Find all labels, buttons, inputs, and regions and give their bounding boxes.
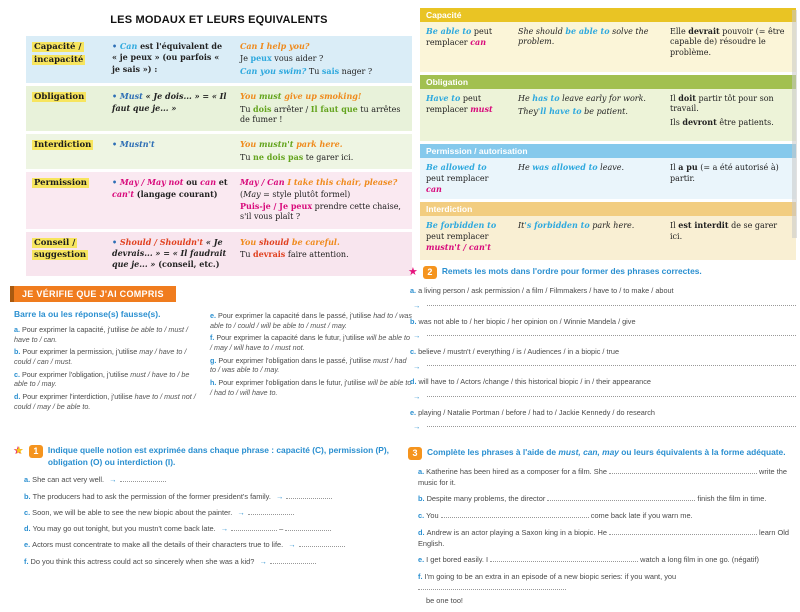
difficulty-star-icon: ★ [14,444,24,457]
section-row [420,158,796,199]
item-letter: e. [410,407,417,417]
category-cell [26,36,110,83]
answer-blank [248,508,294,515]
example-en-cell [512,216,664,260]
item-text: The producers had to ask the permission of the former president's family. [32,491,273,501]
sentence-after: learn Old English. [418,527,790,548]
dash-separator: – [279,524,284,534]
answer-blank [299,540,345,547]
exercise-item [418,528,796,549]
exercise-item [418,467,796,488]
check-item [14,347,202,366]
section-band: Permission / autorisation [420,144,796,158]
check-item [14,392,202,411]
item-options: may / have to / could / can / must. [14,347,187,367]
exercise-item [418,572,796,606]
example-fr-cell [664,22,793,72]
answer-line [410,362,796,373]
answer-blank [418,583,566,590]
item-letter: d. [410,377,417,387]
item-text: Soon, we will be able to see the new biopic about the painter. [32,507,235,517]
example-line: May / Can I take this chair, please? [240,177,398,188]
arrow-icon: → [413,300,421,310]
example-line: Il a pu (= a été autorisé à) partir. [670,162,779,183]
item-text: Pour exprimer l'obligation dans le futur, j'utilise [218,378,368,388]
item-letter: h. [210,378,217,388]
replacement-cell: Be forbidden to peut remplacer mustn't / can't [426,220,497,253]
arrow-icon: → [237,507,245,517]
item-text: Pour exprimer l'obligation dans le passé, j'utilise [218,355,373,365]
exercise-number-badge: 3 [408,447,422,460]
item-letter: d. [418,527,425,537]
arrow-icon: → [288,540,296,550]
scan-shadow-edge [792,10,797,238]
item-letter: b. [418,494,425,504]
item-text: You may go out tonight, but you mustn't come back late. [32,524,218,534]
check-item [14,370,202,389]
category-label: Interdiction [34,140,92,151]
item-text: Pour exprimer l'obligation, j'utilise [22,369,131,379]
item-letter: e. [210,310,216,320]
item-text: was not able to / her biopic / her opinion on / Winnie Mandela / give [418,316,636,326]
sentence-before: Despite many problems, the director [426,494,548,504]
item-letter: b. [410,316,417,326]
replacement-cell: Be allowed to peut remplacer can [426,162,489,194]
exercise-item [24,508,412,519]
left-column [14,8,412,573]
equivalents-table [420,8,796,260]
item-letter: f. [210,333,215,343]
item-options: will be able to / may / will have to / must not. [210,333,410,353]
exercise-header [14,445,412,469]
section-band: Obligation [420,75,796,89]
arrow-icon: → [413,331,421,341]
difficulty-star-icon: ★ [408,266,418,279]
item-letter: c. [24,507,31,517]
sentence-before: Katherine has been hired as a composer for a film. She [426,466,609,476]
modal-row-interdiction [26,134,412,169]
item-text: Pour exprimer l'interdiction, j'utilise [22,392,135,402]
word-list [410,377,796,388]
item-options: will be able to / had to / will have to. [210,378,412,397]
example-line: You should be careful. [240,236,340,247]
section-obligation [420,75,796,141]
category-cell [26,134,110,169]
explanation-cell: • Must « Je dois... » = « Il faut que je... » [112,91,227,113]
exercise-title: Remets les mots dans l'ordre pour former des phrases correctes. [441,266,702,277]
example-line: Elle devrait pouvoir (= être capable de) résoudre le problème. [670,26,785,57]
example-line: She should be able to solve the problem. [518,26,649,47]
replacement-cell: Be able to peut remplacer can [426,26,493,48]
check-item [14,325,202,344]
example-line: Il doit partir tôt pour son travail. [670,93,774,114]
item-letter: e. [24,540,31,550]
example-line: (May = style plutôt formel) [240,189,351,199]
example-line: He was allowed to leave. [518,162,625,173]
arrow-icon: → [109,475,117,485]
answer-line [410,422,796,433]
item-letter: c. [14,369,20,379]
sentence-continuation: be one too! [426,595,463,605]
answer-blank [286,492,332,499]
item-text: Pour exprimer la permission, j'utilise [22,347,140,357]
answer-blank [427,365,796,366]
answer-blank [120,475,166,482]
modal-row-obligation [26,86,412,131]
item-text: She can act very well. [32,475,107,485]
check-item [210,356,412,375]
item-letter: d. [24,524,31,534]
answer-blank [231,524,277,531]
answer-blank [427,426,796,427]
section-permission [420,144,796,199]
item-options: have to / must not / could / may / be able to. [14,392,196,411]
example-line: Tu ne dois pas te garer ici. [240,151,354,162]
item-options: be able to / must / have to / can. [14,324,188,344]
exercise-item [410,377,796,402]
item-letter: a. [24,475,31,485]
item-text: Pour exprimer la capacité, j'utilise [22,324,131,334]
word-list [410,317,796,328]
example-line: You must give up smoking! [240,91,362,102]
examples-cell [234,172,410,229]
answer-blank [441,511,589,518]
exercise-items [410,286,796,433]
answer-blank [490,555,638,562]
examples-cell [234,232,410,276]
word-list [410,347,796,358]
category-cell [26,232,110,276]
answer-blank [270,557,316,564]
exercise-item [418,511,796,522]
exercise-item [418,555,796,566]
sentence-before: I'm going to be an extra in an episode of a new biopic series: if you want, you [424,572,677,582]
section-row [420,89,796,141]
item-letter: e. [418,555,425,565]
example-fr-cell [664,158,793,199]
item-text: Pour exprimer la capacité dans le futur, j'utilise [216,333,367,343]
exercise-header [408,266,796,279]
exercise-item [24,557,412,568]
item-letter: b. [14,347,21,357]
example-line: Puis-je / Je peux prendre cette chaise, s'il vous plaît ? [240,200,401,222]
category-cell [26,86,110,131]
explanation-cell: • Should / Shouldn't « Je devrais... » = « Il faudrait que je... » (conseil, etc.) [112,236,227,270]
item-letter: f. [418,572,423,582]
explanation-cell: • Can est l'équivalent de « je peux » (ou parfois « je sais ») : [112,41,223,74]
answer-blank [427,305,796,306]
check-item [210,311,412,330]
arrow-icon: → [275,491,284,501]
sentence-after: finish the film in time. [695,494,767,504]
item-letter: a. [418,466,425,476]
replacement-cell: Have to peut remplacer must [426,93,493,115]
example-line: He has to leave early for work. [518,93,646,104]
examples-cell [234,36,410,83]
modal-table [26,36,412,276]
item-letter: a. [410,286,417,296]
sentence-before: You [426,511,441,521]
exercise-item [410,317,796,342]
exercise-item [24,524,412,535]
example-line: You mustn't park here. [240,139,343,150]
section-capacite [420,8,796,72]
check-column-right [210,311,412,401]
example-en-cell [512,158,664,199]
examples-cell [234,86,410,131]
exercise-item [410,347,796,372]
category-label: Permission [34,178,87,189]
exercise-items [24,475,412,567]
exercise-title: Indique quelle notion est exprimée dans chaque phrase : capacité (C), permission (P), obligation (O) ou interdiction (I). [47,444,390,467]
example-en-cell [512,22,664,72]
example-line: They'll have to be patient. [518,106,628,117]
example-line: It's forbidden to park here. [518,220,635,231]
exercise-title: Complète les phrases à l'aide de must, can, may ou leurs équivalents à la forme adéquate. [427,446,786,457]
item-letter: a. [14,324,20,334]
example-line: Je peux vous aider ? [240,53,324,64]
example-line: Tu devrais faire attention. [240,249,349,260]
example-fr-cell [664,89,793,141]
item-letter: g. [210,355,217,365]
exercise-item [410,286,796,311]
section-row [420,22,796,72]
category-cell [26,172,110,229]
answer-blank [427,396,796,397]
exercise-number-badge: 1 [29,445,43,458]
modal-row-capacite [26,36,412,83]
modal-row-permission [26,172,412,229]
section-interdiction [420,202,796,260]
arrow-icon: → [220,524,229,534]
item-letter: f. [24,556,29,566]
item-options: must / have to / be able to / may. [14,369,190,389]
sentence-before: I get bored easily. I [426,555,491,565]
exercise-item [24,475,412,486]
sentence-after: watch a long film in one go. (négatif) [638,555,759,565]
explanation-cell: • May / May not ou can et can't (langage courant) [112,177,228,199]
right-column [404,8,796,612]
examples-cell [234,134,410,169]
answer-line [410,331,796,342]
exercise-2 [408,266,796,433]
exercise-item [24,540,412,551]
arrow-icon: → [259,556,267,566]
arrow-icon: → [413,391,421,401]
sentence-before: Andrew is an actor playing a Saxon king in a biopic. He [426,527,609,537]
check-heading: Barre la ou les réponse(s) fausse(s). [14,308,161,319]
item-text: a living person / ask permission / a film / Filmmakers / have to / to make / about [418,286,674,296]
check-item [210,378,412,397]
exercise-item [24,492,412,503]
answer-blank [427,335,796,336]
arrow-icon: → [413,422,421,432]
section-band: Interdiction [420,202,796,216]
exercise-header [408,447,796,460]
item-options: had to / was able to / could / will be able to / must / may. [210,310,412,330]
word-list [410,408,796,419]
example-line: Can you swim? Tu sais nager ? [240,65,373,76]
item-text: will have to / Actors /change / this historical biopic / in / their appearance [418,377,651,387]
category-label: Capacité / incapacité [34,42,84,65]
example-line: Ils devront être patients. [670,116,774,127]
check-item [210,333,412,352]
answer-blank [609,467,757,474]
answer-blank [547,494,695,501]
check-banner: JE VÉRIFIE QUE J'AI COMPRIS [10,286,176,302]
example-fr-cell [664,216,793,260]
modal-row-conseil [26,232,412,276]
item-text: believe / mustn't / everything / is / Audiences / in a biopic / true [418,346,620,356]
answer-line [410,301,796,312]
category-label: Obligation [34,92,85,103]
arrow-icon: → [413,361,421,371]
section-band: Capacité [420,8,796,22]
page-title: LES MODAUX ET LEURS EQUIVALENTS [110,14,328,26]
word-list [410,286,796,297]
item-letter: b. [24,491,31,501]
item-letter: c. [410,346,417,356]
check-column-left [14,325,202,415]
answer-line [410,392,796,403]
item-letter: d. [14,392,21,402]
answer-blank [609,528,757,535]
exercise-number-badge: 2 [423,266,437,279]
section-row [420,216,796,260]
example-line: Can I help you? [240,41,310,51]
exercise-item [410,408,796,433]
answer-blank [285,524,331,531]
sentence-after: come back late if you warn me. [588,511,693,521]
item-text: Actors must concentrate to make all the details of their characters true to life. [32,540,286,550]
sentence-after: write the music for it. [418,466,787,487]
category-label: Conseil / suggestion [34,237,87,261]
item-text: Do you think this actress could act so sincerely when she was a kid? [30,556,257,566]
exercise-3 [408,447,796,606]
exercise-item [418,494,796,505]
item-letter: c. [418,511,425,521]
item-text: playing / Natalie Portman / before / had to / Jackie Kennedy / do research [418,407,655,417]
example-line: Tu dois arrêter / Il faut que tu arrêtes de fumer ! [240,103,401,124]
example-en-cell [512,89,664,141]
exercise-1 [14,445,412,567]
item-text: Pour exprimer la capacité dans le passé, j'utilise [218,310,374,320]
example-line: Il est interdit de se garer ici. [670,220,778,241]
exercise-items [418,467,796,606]
explanation-cell: • Mustn't [112,139,155,150]
item-options: must / had to / was able to / may. [210,355,407,375]
